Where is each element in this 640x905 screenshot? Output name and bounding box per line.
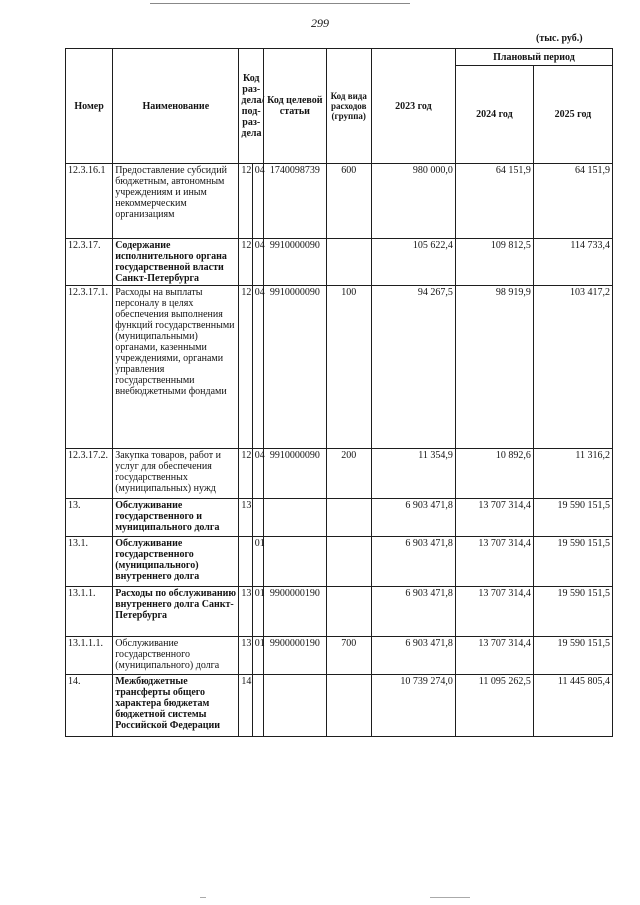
row-target-code: 9900000190 bbox=[264, 587, 327, 637]
row-number: 13.1. bbox=[66, 537, 113, 587]
row-name: Предоставление субсидий бюджетным, автономным учреждениям и иным некоммерческим организациям bbox=[113, 164, 239, 239]
row-subsection-code bbox=[252, 675, 263, 737]
row-subsection-code: 01 bbox=[252, 587, 263, 637]
header-plan-period: Плановый период bbox=[455, 49, 612, 66]
row-amount-2024: 64 151,9 bbox=[455, 164, 533, 239]
row-section-code: 13 bbox=[239, 499, 252, 537]
row-target-code: 1740098739 bbox=[264, 164, 327, 239]
header-target: Код целевой статьи bbox=[264, 49, 327, 164]
row-amount-2023: 6 903 471,8 bbox=[371, 537, 455, 587]
row-amount-2024: 11 095 262,5 bbox=[455, 675, 533, 737]
header-expense-type: Код вида расходов (группа) bbox=[326, 49, 371, 164]
row-expense-type bbox=[326, 675, 371, 737]
row-amount-2023: 94 267,5 bbox=[371, 286, 455, 449]
row-number: 12.3.16.1 bbox=[66, 164, 113, 239]
row-amount-2023: 6 903 471,8 bbox=[371, 499, 455, 537]
row-section-code: 14 bbox=[239, 675, 252, 737]
table-row bbox=[66, 164, 613, 239]
table-row bbox=[66, 239, 613, 286]
row-amount-2023: 10 739 274,0 bbox=[371, 675, 455, 737]
row-amount-2024: 10 892,6 bbox=[455, 449, 533, 499]
header-number: Номер bbox=[66, 49, 113, 164]
row-amount-2024: 13 707 314,4 bbox=[455, 637, 533, 675]
units-note: (тыс. руб.) bbox=[536, 33, 583, 44]
table-row bbox=[66, 449, 613, 499]
table-body bbox=[66, 164, 613, 737]
row-amount-2024: 13 707 314,4 bbox=[455, 499, 533, 537]
row-subsection-code: 04 bbox=[252, 239, 263, 286]
row-number: 12.3.17. bbox=[66, 239, 113, 286]
row-target-code: 9910000090 bbox=[264, 286, 327, 449]
row-section-code: 12 bbox=[239, 239, 252, 286]
table-row bbox=[66, 637, 613, 675]
row-amount-2023: 11 354,9 bbox=[371, 449, 455, 499]
row-section-code: 13 bbox=[239, 587, 252, 637]
row-name: Обслуживание государственного (муниципального) внутреннего долга bbox=[113, 537, 239, 587]
row-expense-type: 600 bbox=[326, 164, 371, 239]
row-amount-2023: 6 903 471,8 bbox=[371, 587, 455, 637]
row-subsection-code: 01 bbox=[252, 637, 263, 675]
header-2025: 2025 год bbox=[533, 66, 612, 164]
header-section: Код раз-дела/ под-раз-дела bbox=[239, 49, 264, 164]
row-number: 13. bbox=[66, 499, 113, 537]
row-amount-2025: 11 445 805,4 bbox=[533, 675, 612, 737]
row-amount-2025: 19 590 151,5 bbox=[533, 499, 612, 537]
row-target-code bbox=[264, 499, 327, 537]
table-row bbox=[66, 675, 613, 737]
row-expense-type: 200 bbox=[326, 449, 371, 499]
row-subsection-code: 04 bbox=[252, 449, 263, 499]
row-section-code bbox=[239, 537, 252, 587]
row-amount-2025: 114 733,4 bbox=[533, 239, 612, 286]
row-name: Содержание исполнительного органа государственной власти Санкт-Петербурга bbox=[113, 239, 239, 286]
row-amount-2024: 109 812,5 bbox=[455, 239, 533, 286]
row-expense-type: 700 bbox=[326, 637, 371, 675]
row-number: 13.1.1. bbox=[66, 587, 113, 637]
row-amount-2025: 19 590 151,5 bbox=[533, 587, 612, 637]
row-section-code: 13 bbox=[239, 637, 252, 675]
row-name: Расходы на выплаты персоналу в целях обеспечения выполнения функций государственными (муниципальными) органами, казенными учреждениями, органами управления государственными внебюджетными фондами bbox=[113, 286, 239, 449]
row-amount-2023: 105 622,4 bbox=[371, 239, 455, 286]
row-expense-type bbox=[326, 537, 371, 587]
row-section-code: 12 bbox=[239, 164, 252, 239]
row-amount-2025: 64 151,9 bbox=[533, 164, 612, 239]
table-row bbox=[66, 587, 613, 637]
scan-footer-marks bbox=[200, 897, 500, 899]
row-target-code bbox=[264, 537, 327, 587]
row-number: 13.1.1.1. bbox=[66, 637, 113, 675]
header-2023: 2023 год bbox=[371, 49, 455, 164]
row-number: 12.3.17.2. bbox=[66, 449, 113, 499]
row-amount-2025: 11 316,2 bbox=[533, 449, 612, 499]
row-number: 14. bbox=[66, 675, 113, 737]
scan-edge-line bbox=[150, 3, 410, 4]
row-target-code: 9910000090 bbox=[264, 449, 327, 499]
page-number: 299 bbox=[311, 16, 329, 30]
row-expense-type bbox=[326, 239, 371, 286]
row-name: Обслуживание государственного и муниципального долга bbox=[113, 499, 239, 537]
row-section-code: 12 bbox=[239, 286, 252, 449]
row-expense-type: 100 bbox=[326, 286, 371, 449]
header-2024: 2024 год bbox=[455, 66, 533, 164]
row-subsection-code: 04 bbox=[252, 164, 263, 239]
row-amount-2024: 13 707 314,4 bbox=[455, 587, 533, 637]
row-amount-2025: 19 590 151,5 bbox=[533, 637, 612, 675]
header-name: Наименование bbox=[113, 49, 239, 164]
row-amount-2025: 19 590 151,5 bbox=[533, 537, 612, 587]
row-target-code bbox=[264, 675, 327, 737]
row-amount-2024: 13 707 314,4 bbox=[455, 537, 533, 587]
budget-table bbox=[65, 48, 613, 737]
row-name: Расходы по обслуживанию внутреннего долга Санкт-Петербурга bbox=[113, 587, 239, 637]
row-amount-2025: 103 417,2 bbox=[533, 286, 612, 449]
row-subsection-code: 04 bbox=[252, 286, 263, 449]
table-row bbox=[66, 286, 613, 449]
row-subsection-code bbox=[252, 499, 263, 537]
row-name: Закупка товаров, работ и услуг для обеспечения государственных (муниципальных) нужд bbox=[113, 449, 239, 499]
row-expense-type bbox=[326, 499, 371, 537]
row-section-code: 12 bbox=[239, 449, 252, 499]
row-amount-2024: 98 919,9 bbox=[455, 286, 533, 449]
row-name: Межбюджетные трансферты общего характера бюджетам бюджетной системы Российской Федерации bbox=[113, 675, 239, 737]
row-number: 12.3.17.1. bbox=[66, 286, 113, 449]
row-name: Обслуживание государственного (муниципального) долга bbox=[113, 637, 239, 675]
row-expense-type bbox=[326, 587, 371, 637]
row-target-code: 9900000190 bbox=[264, 637, 327, 675]
row-subsection-code: 01 bbox=[252, 537, 263, 587]
row-target-code: 9910000090 bbox=[264, 239, 327, 286]
row-amount-2023: 980 000,0 bbox=[371, 164, 455, 239]
table-row bbox=[66, 499, 613, 537]
row-amount-2023: 6 903 471,8 bbox=[371, 637, 455, 675]
table-row bbox=[66, 537, 613, 587]
